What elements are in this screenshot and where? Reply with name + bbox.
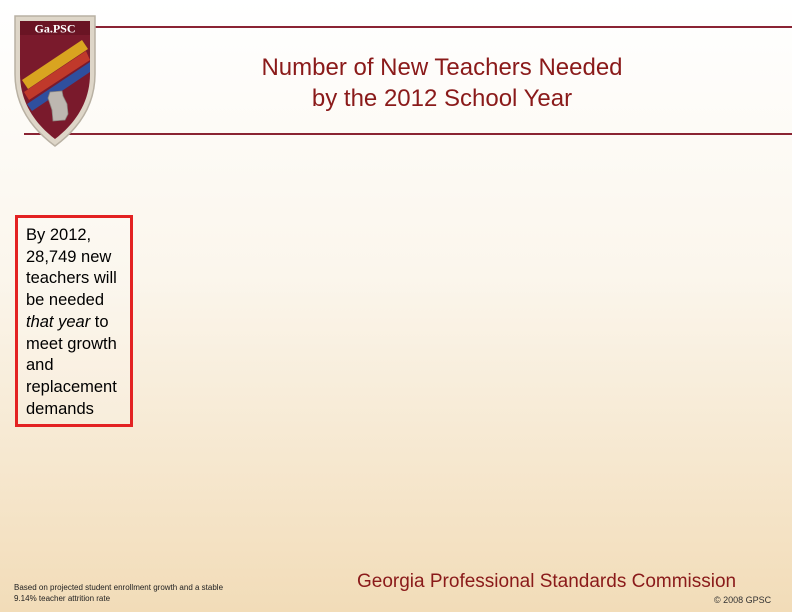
organization-name: Georgia Professional Standards Commission (357, 571, 737, 592)
title-line-2: by the 2012 School Year (311, 85, 573, 112)
callout-box (15, 215, 133, 427)
header-bottom-rule (24, 133, 792, 135)
copyright-notice: © 2008 GPSC (714, 595, 772, 605)
callout-text-1: By 2012, 28,749 new teachers will be needed (26, 226, 117, 310)
title-line-1: Number of New Teachers Needed (261, 54, 623, 81)
header-top-rule (92, 26, 792, 28)
callout-text-2: to meet growth and replacement demands (26, 312, 117, 418)
svg-text:Ga.PSC: Ga.PSC (34, 21, 76, 36)
footnote: Based on projected student enrollment growth and a stable 9.14% teacher attrition rate (14, 583, 224, 603)
page-title (200, 52, 684, 114)
gapsc-logo (12, 14, 98, 148)
callout-emphasis: that year (26, 312, 91, 331)
